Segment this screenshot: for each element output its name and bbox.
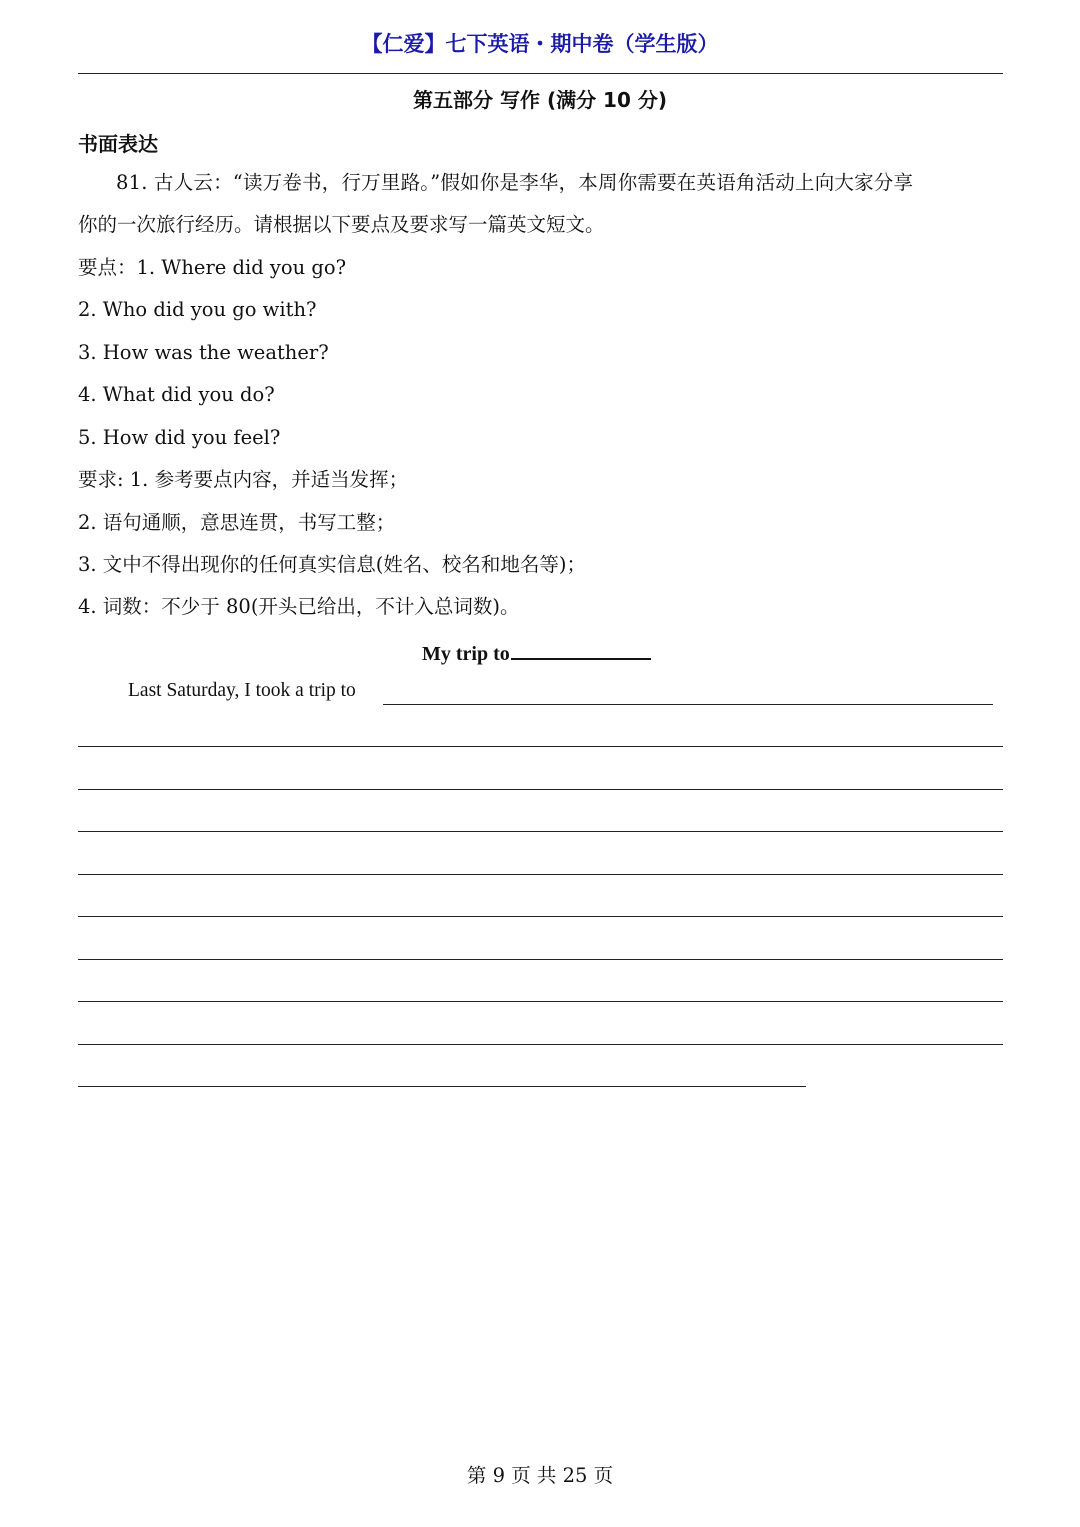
essay-title-blank[interactable] [511, 638, 651, 660]
writing-line[interactable] [78, 874, 1003, 875]
writing-line-last[interactable] [78, 1086, 806, 1087]
requirement-item: 3. 文中不得出现你的任何真实信息(姓名、校名和地名等)； [78, 553, 587, 576]
question-intro-line-2: 你的一次旅行经历。请根据以下要点及要求写一篇英文短文。 [78, 213, 605, 236]
requirement-item: 4. 词数：不少于 80(开头已给出，不计入总词数)。 [78, 595, 520, 618]
header-divider [78, 73, 1003, 74]
point-item: 要点：1. Where did you go? [78, 256, 347, 279]
essay-title [422, 638, 651, 666]
writing-line[interactable] [78, 746, 1003, 747]
question-intro-line-1: 81. 古人云：“读万卷书，行万里路。”假如你是李华，本周你需要在英语角活动上向大家分享 [116, 171, 914, 194]
page-number: 第 9 页 共 25 页 [466, 1464, 614, 1487]
section-title: 第五部分 写作 (满分 10 分) [413, 88, 667, 112]
document-header-title: 【仁爱】七下英语・期中卷（学生版） [361, 32, 719, 56]
writing-line[interactable] [78, 959, 1003, 960]
essay-title-text: My trip to [422, 643, 510, 665]
subsection-title: 书面表达 [78, 132, 158, 156]
requirement-item: 要求: 1. 参考要点内容，并适当发挥； [78, 468, 409, 491]
point-item: 4. What did you do? [78, 383, 275, 406]
essay-opening-sentence: Last Saturday, I took a trip to [128, 680, 356, 701]
point-item: 3. How was the weather? [78, 341, 329, 364]
writing-line[interactable] [78, 916, 1003, 917]
writing-line[interactable] [78, 1044, 1003, 1045]
writing-line[interactable] [78, 789, 1003, 790]
point-item: 5. How did you feel? [78, 426, 281, 449]
writing-line[interactable] [78, 1001, 1003, 1002]
writing-line[interactable] [78, 831, 1003, 832]
requirement-item: 2. 语句通顺，意思连贯，书写工整； [78, 511, 396, 534]
point-item: 2. Who did you go with? [78, 298, 317, 321]
essay-opening-blank[interactable] [383, 704, 993, 705]
